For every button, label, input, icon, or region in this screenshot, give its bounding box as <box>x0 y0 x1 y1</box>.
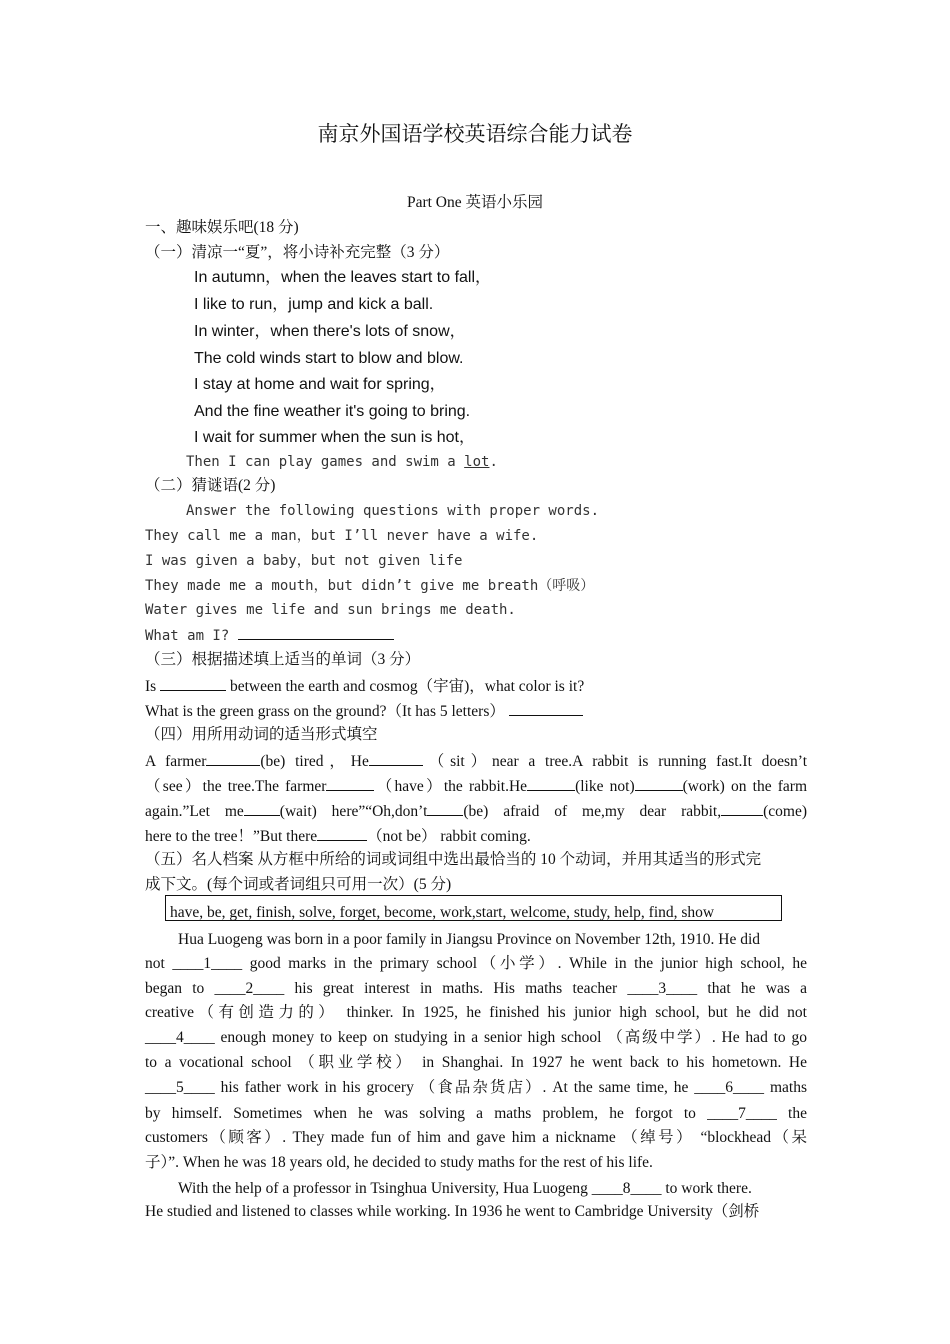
answer-blank[interactable] <box>527 776 575 791</box>
passage-line: customers（顾客）. They made fun of him and gave him a nickname （绰号） “blockhead（呆 <box>145 1129 807 1146</box>
q4-line-3 <box>145 801 807 822</box>
answer-blank[interactable] <box>509 701 583 716</box>
q4-text: here to the tree！”But there <box>145 828 318 845</box>
q4-text: （have）the rabbit.He <box>374 778 528 795</box>
answer-blank[interactable] <box>206 751 260 766</box>
q4-text: (like not) <box>575 778 635 795</box>
q4-text: A farmer <box>145 753 207 770</box>
passage-line: He studied and listened to classes while working. In 1936 he went to Cambridge University（剑桥 <box>145 1203 760 1220</box>
subsection-heading-2: （二）猜谜语(2 分) <box>145 477 276 494</box>
riddle-line: They call me a man，but I’ll never have a wife. <box>145 528 539 544</box>
passage-line: Hua Luogeng was born in a poor family in Jiangsu Province on November 12th, 1910. He did <box>178 931 761 948</box>
poem-line: And the fine weather it's going to bring. <box>194 403 471 420</box>
poem-line: I like to run，jump and kick a ball. <box>194 296 434 313</box>
passage-line: With the help of a professor in Tsinghua University, Hua Luogeng ____8____ to work there. <box>178 1180 752 1197</box>
q4-text: （sit）near a tree.A rabbit is running fast.It doesn’t <box>422 753 807 770</box>
riddle-question <box>145 625 394 646</box>
q4-text: （see）the tree.The farmer <box>145 778 327 795</box>
q4-line-4 <box>145 826 531 847</box>
answer-blank[interactable] <box>427 801 463 816</box>
answer-blank[interactable] <box>238 625 394 640</box>
poem-answer-word: lot <box>464 454 490 470</box>
q3-line-1 <box>145 676 584 697</box>
word-box-text: have, be, get, finish, solve, forget, become, work,start, welcome, study, help, find, show <box>170 904 715 921</box>
q4-text: again.”Let me <box>145 803 244 820</box>
q3-text: What is the green grass on the ground?（It has 5 letters） <box>145 703 505 720</box>
riddle-line: I was given a baby，but not given life <box>145 553 463 569</box>
q3-text: Is <box>145 678 157 695</box>
passage-line: to a vocational school （职业学校） in Shanghai. In 1927 he went back to his hometown. He <box>145 1054 807 1071</box>
riddle-question-text: What am I? <box>145 628 230 644</box>
q3-text: between the earth and cosmog（宇宙)，what color is it? <box>229 678 585 695</box>
subsection-heading-5: （五）名人档案 从方框中所给的词或词组中选出最恰当的 10 个动词，并用其适当的形式完 <box>145 851 762 868</box>
riddle-line: Water gives me life and sun brings me death. <box>145 602 516 618</box>
q4-text: (be) afraid of me,my dear rabbit, <box>463 803 722 820</box>
passage-line: not ____1____ good marks in the primary school（小学）. While in the junior high school, he <box>145 955 807 972</box>
q4-text: (work) on the farm <box>682 778 807 795</box>
q3-line-2 <box>145 701 583 722</box>
part-heading: Part One 英语小乐园 <box>406 194 544 211</box>
answer-blank[interactable] <box>635 776 683 791</box>
section-heading: 一、趣味娱乐吧(18 分) <box>145 219 299 236</box>
subsection-heading-4: （四）用所用动词的适当形式填空 <box>145 726 378 743</box>
answer-blank[interactable] <box>721 801 763 816</box>
poem-line: In winter，when there's lots of snow， <box>194 323 466 340</box>
passage-line: 子）”. When he was 18 years old, he decided to study maths for the rest of his life. <box>145 1154 653 1171</box>
q4-text: （not be） rabbit coming. <box>367 828 531 845</box>
passage-line: creative（有创造力的） thinker. In 1925, he finished his junior high school, but he did not <box>145 1004 807 1021</box>
poem-line: The cold winds start to blow and blow. <box>194 350 464 367</box>
passage-line: ____4____ enough money to keep on studying in a senior high school （高级中学）. He had to go <box>145 1029 807 1046</box>
q4-line-2 <box>145 776 807 797</box>
poem-line: In autumn，when the leaves start to fall， <box>194 269 492 286</box>
riddle-line: They made me a mouth，but didn’t give me breath（呼吸） <box>145 578 595 594</box>
answer-blank[interactable] <box>369 751 423 766</box>
poem-last-suffix: . <box>489 454 498 470</box>
subsection-heading-3: （三）根据描述填上适当的单词（3 分） <box>145 651 421 668</box>
exam-title: 南京外国语学校英语综合能力试卷 <box>317 122 633 146</box>
poem-last-prefix: Then I can play games and swim a <box>186 454 465 470</box>
q4-text: (be) tired，He <box>260 753 369 770</box>
riddle-intro: Answer the following questions with proper words. <box>186 503 600 519</box>
passage-line: ____5____ his father work in his grocery （食品杂货店）. At the same time, he ____6____ maths <box>145 1079 807 1096</box>
q4-text: (wait) here”“Oh,don’t <box>279 803 428 820</box>
answer-blank[interactable] <box>160 676 226 691</box>
poem-last-line <box>186 452 498 472</box>
q4-text: (come) <box>763 803 807 820</box>
q4-line-1 <box>145 751 807 772</box>
passage-line: began to ____2____ his great interest in maths. His maths teacher ____3____ that he was a <box>145 980 807 997</box>
subsection-heading-1: （一）清凉一“夏”，将小诗补充完整（3 分） <box>145 244 450 261</box>
answer-blank[interactable] <box>244 801 280 816</box>
subsection-heading-5-cont: 成下文。(每个词或者词组只可用一次）(5 分) <box>145 876 452 893</box>
answer-blank[interactable] <box>326 776 374 791</box>
poem-line: I wait for summer when the sun is hot， <box>194 429 476 446</box>
poem-line: I stay at home and wait for spring， <box>194 376 446 393</box>
passage-line: by himself. Sometimes when he was solving a maths problem, he forgot to ____7____ the <box>145 1105 807 1122</box>
answer-blank[interactable] <box>317 826 367 841</box>
